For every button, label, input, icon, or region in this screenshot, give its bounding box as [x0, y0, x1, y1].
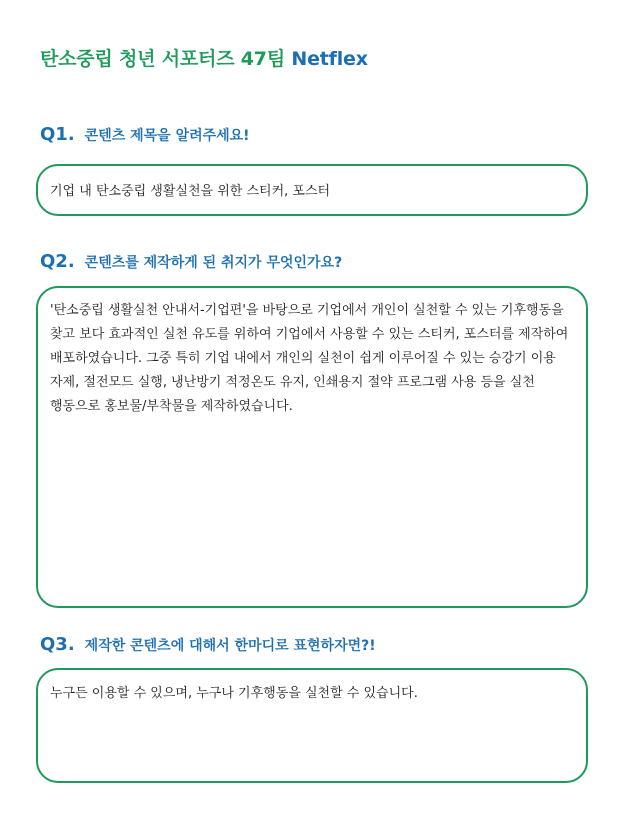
page-title [40, 44, 368, 71]
question-2 [40, 251, 342, 272]
answer-1-text: 기업 내 탄소중립 생활실천을 위한 스티커, 포스터 [50, 184, 331, 199]
question-3 [40, 634, 376, 655]
question-2-text: 콘텐츠를 제작하게 된 취지가 무엇인가요? [84, 255, 343, 271]
answer-1-box [36, 164, 588, 216]
question-3-number: Q3. [40, 634, 75, 655]
answer-3-text: 누구든 이용할 수 있으며, 누구나 기후행동을 실천할 수 있습니다. [50, 686, 418, 701]
question-3-text: 제작한 콘텐츠에 대해서 한마디로 표현하자면?! [84, 638, 376, 654]
question-1-number: Q1. [40, 124, 75, 145]
page-title-main: 탄소중립 청년 서포터즈 47팀 [40, 48, 285, 70]
question-1 [40, 124, 250, 145]
question-1-text: 콘텐츠 제목을 알려주세요! [84, 128, 250, 144]
answer-3-box [36, 668, 588, 783]
question-2-number: Q2. [40, 251, 75, 272]
answer-2-text: '탄소중립 생활실천 안내서-기업편'을 바탕으로 기업에서 개인이 실천할 수 있는 기후행동을 찾고 보다 효과적인 실천 유도를 위하여 기업에서 사용할 수 있는 스티커, 포스터를 제작하여 배포하였습니다. 그중 특히 기업 내에서 개인의 실천이 쉽게 이루어질 수 있는 승강기 이용 자제, 절전모드 실행, 냉난방기 적정온도 유지, 인쇄용지 절약 프로그램 사용 등을 실천 행동으로 홍보물/부착물을 제작하였습니다. [50, 303, 569, 414]
page-title-team: Netflex [291, 48, 368, 70]
answer-2-box [36, 286, 588, 608]
